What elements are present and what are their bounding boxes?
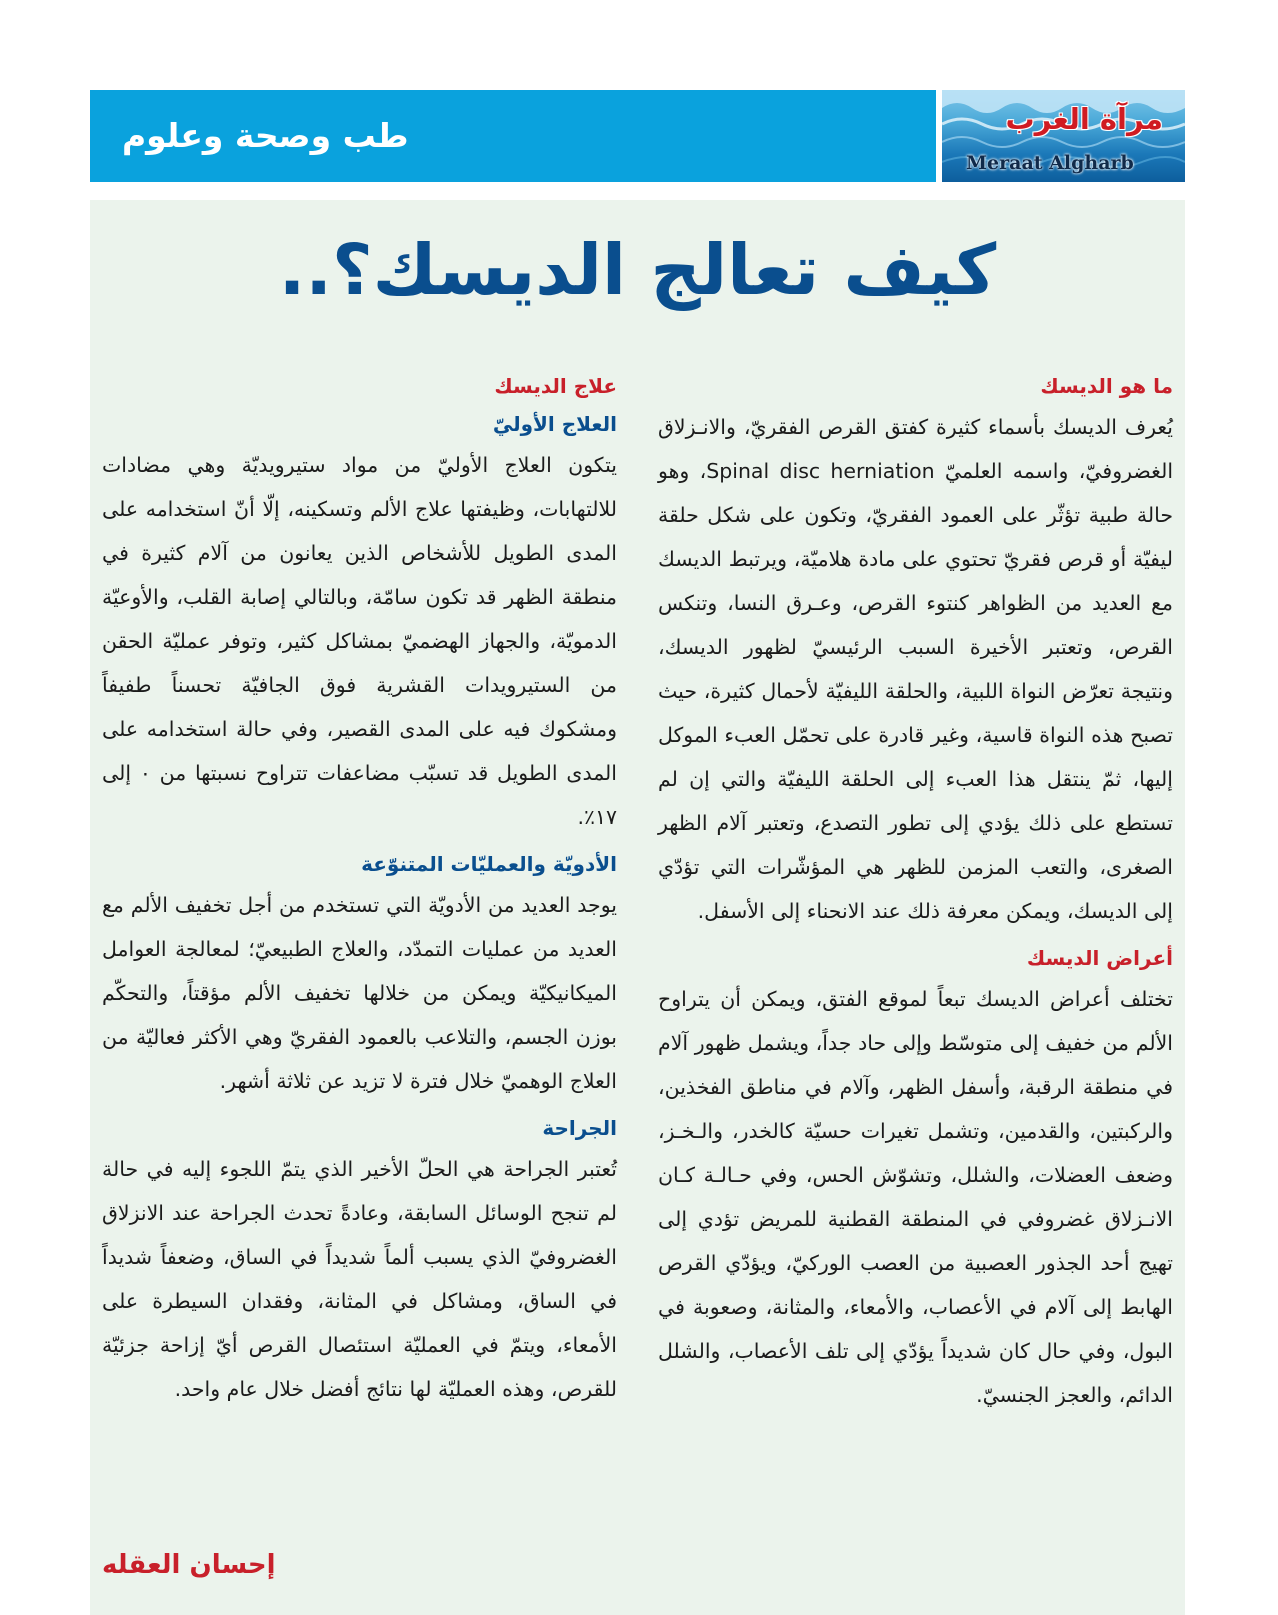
paragraph-what-is-disc: يُعرف الديسك بأسماء كثيرة كفتق القرص الفقريّ، والانـزلاق الغضروفيّ، واسمه العلميّ Spinal disc herniation، وهو حالة طبية تؤثّر على العمود الفقريّ، وتكون على شكل حلقة ليفيّة أو قرص فقريّ تحتوي على مادة هلاميّة، ويرتبط الديسك مع العديد من الظواهر كنتوء القرص، وعـرق النسا، وتنكس القرص، وتعتبر الأخيرة السبب الرئيسيّ لظهور الديسك، ونتيجة تعرّض النواة اللبية، والحلقة الليفيّة لأحمال كثيرة، حيث تصبح هذه النواة قاسية، وغير قادرة على تحمّل العبء الموكل إليها، ثمّ ينتقل هذا العبء إلى الحلقة الليفيّة والتي إن لم تستطع على ذلك يؤدي إلى تطور التصدع، وتعتبر آلام الظهر الصغرى، والتعب المزمن للظهر هي المؤشّرات التي تؤدّي إلى الديسك، ويمكن معرفة ذلك عند الانحناء إلى الأسفل.	[658, 415, 1174, 923]
heading-surgery: الجراحة	[542, 1116, 617, 1140]
logo-arabic-text: مرآة الغرب	[1005, 102, 1163, 136]
paragraph-surgery: تُعتبر الجراحة هي الحلّ الأخير الذي يتمّ اللجوء إليه في حالة لم تنجح الوسائل السابقة، وعادةً تحدث الجراحة عند الانزلاق الغضروفيّ الذي يسبب ألماً شديداً في الساق، وضعفاً شديداً في الساق، ومشاكل في المثانة، وفقدان السيطرة على الأمعاء، ويتمّ في العمليّة استئصال القرص أيّ إزاحة جزئيّة للقرص، وهذه العمليّة لها نتائج أفضل خلال عام واحد.	[102, 1157, 617, 1401]
paragraph-symptoms: تختلف أعراض الديسك تبعاً لموقع الفتق، ويمكن أن يتراوح الألم من خفيف إلى متوسّط وإلى حاد جداً، ويشمل ظهور آلام في منطقة الرقبة، وأسفل الظهر، وآلام في مناطق الفخذين، والركبتين، والقدمين، وتشمل تغيرات حسيّة كالخدر، والـخـز، وضعف العضلات، والشلل، وتشوّش الحس، وفي حـالـة كـان الانـزلاق غضروفي في المنطقة القطنية للمريض تؤدي إلى تهيج أحد الجذور العصبية من العصب الوركيّ، ويؤدّي القرص الهابط إلى آلام في الأعصاب، والأمعاء، والمثانة، وصعوبة في البول، وفي حال كان شديداً يؤدّي إلى تلف الأعصاب، والشلل الدائم، والعجز الجنسيّ.	[658, 987, 1173, 1407]
paragraph-initial-treatment: يتكون العلاج الأوليّ من مواد ستيرويديّة وهي مضادات للالتهابات، وظيفتها علاج الألم وتسكينه، إلّا أنّ استخدامه على المدى الطويل للأشخاص الذين يعانون من آلام كثيرة في منطقة الظهر قد تكون سامّة، وبالتالي إصابة القلب، والأوعيّة الدمويّة، والجهاز الهضميّ بمشاكل كثير، وتوفر عمليّة الحقن من الستيرويدات القشرية فوق الجافيّة تحسناً طفيفاً ومشكوك فيه على المدى القصير، وفي حالة استخدامه على المدى الطويل قد تسبّب مضاعفات تتراوح نسبتها من ٠ إلى ١٧٪.	[102, 453, 618, 829]
heading-medications: الأدويّة والعمليّات المتنوّعة	[361, 852, 617, 876]
article-panel	[90, 200, 1185, 1615]
magazine-logo	[942, 90, 1185, 182]
right-column	[658, 367, 1173, 1423]
article-headline: كيف تعالج الديسك؟..	[278, 229, 997, 311]
heading-initial-treatment: العلاج الأوليّ	[492, 412, 617, 436]
left-column	[102, 367, 617, 1417]
section-band	[90, 90, 936, 182]
heading-what-is-disc: ما هو الديسك	[1040, 374, 1173, 398]
section-title: طب وصحة وعلوم	[122, 116, 409, 155]
logo-english-text: Meraat Algharb	[966, 152, 1134, 174]
heading-symptoms: أعراض الديسك	[1026, 946, 1173, 970]
author-name: إحسان العقله	[102, 1550, 276, 1580]
heading-treatment: علاج الديسك	[494, 374, 617, 398]
paragraph-medications: يوجد العديد من الأدويّة التي تستخدم من أجل تخفيف الألم مع العديد من عمليات التمدّد، والعلاج الطبيعيّ؛ لمعالجة العوامل الميكانيكيّة ويمكن من خلالها تخفيف الألم مؤقتاً، والتحكّم بوزن الجسم، والتلاعب بالعمود الفقريّ وهي الأكثر فعاليّة من العلاج الوهميّ خلال فترة لا تزيد عن ثلاثة أشهر.	[102, 893, 617, 1093]
page-header	[90, 90, 1185, 182]
